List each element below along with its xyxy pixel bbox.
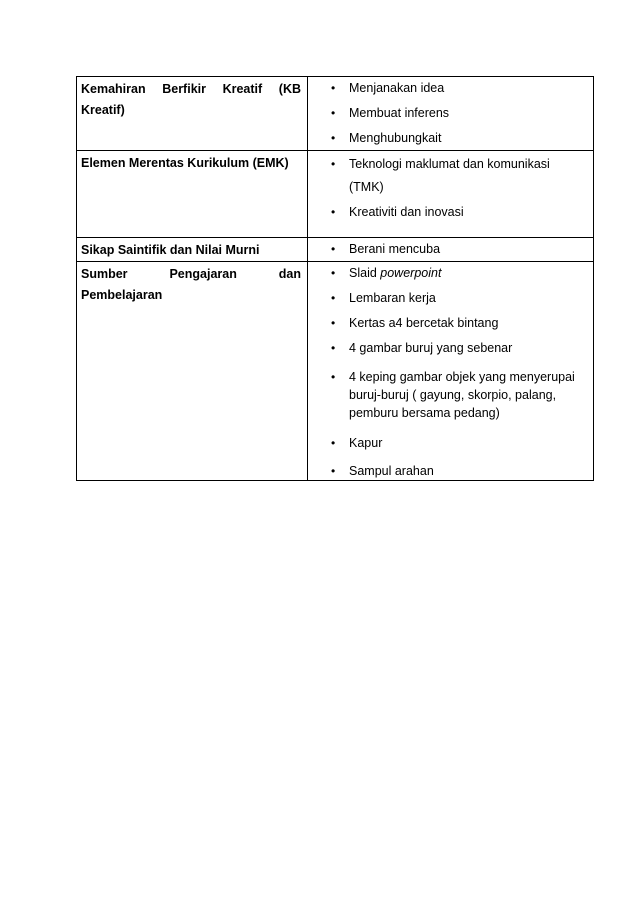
- table-row-sikap-saintifik: [77, 238, 594, 262]
- list-item-text: Slaid: [349, 266, 377, 280]
- list-item: [308, 153, 587, 199]
- bullet-icon: •: [331, 436, 336, 450]
- row-items-cell: [308, 151, 594, 238]
- bullet-list: [308, 262, 593, 480]
- list-item-text: Kreativiti dan inovasi: [349, 205, 464, 219]
- bullet-list: [308, 77, 593, 148]
- bullet-icon: •: [331, 266, 336, 280]
- row-label: [77, 151, 307, 174]
- bullet-icon: •: [331, 316, 336, 330]
- row-items-cell: [308, 238, 594, 262]
- bullet-list: [308, 238, 593, 259]
- list-item: [308, 314, 587, 333]
- list-item-text-italic: powerpoint: [380, 266, 442, 280]
- row-label-cell: [77, 262, 308, 481]
- row-label-line: Kreatif): [81, 103, 125, 117]
- bullet-icon: •: [331, 341, 336, 355]
- row-items-cell: [308, 262, 594, 481]
- table-row-sumber-pengajaran: [77, 262, 594, 481]
- list-item-text: Teknologi maklumat dan komunikasi: [349, 157, 550, 171]
- row-label-line: Sikap Saintifik dan Nilai Murni: [81, 243, 260, 257]
- bullet-icon: •: [331, 106, 336, 120]
- bullet-icon: •: [331, 242, 336, 256]
- list-item: [308, 264, 587, 283]
- row-label-cell: [77, 77, 308, 151]
- bullet-icon: •: [331, 291, 336, 305]
- bullet-icon: •: [331, 370, 336, 384]
- list-item-text: Membuat inferens: [349, 106, 450, 120]
- row-items-cell: [308, 77, 594, 151]
- row-label: [77, 238, 307, 261]
- row-label: [77, 77, 307, 121]
- row-label-line: Sumber Pengajaran dan: [81, 267, 301, 281]
- list-item: [308, 104, 587, 123]
- list-item: [308, 339, 587, 358]
- list-item-text-continued: (TMK): [349, 180, 384, 194]
- list-item-text: Kapur: [349, 436, 383, 450]
- list-item-text: Menjanakan idea: [349, 81, 445, 95]
- table-row-emk: [77, 151, 594, 238]
- list-item-text: 4 keping gambar objek yang menyerupai buruj-buruj ( gayung, skorpio, palang, pemburu bersama pedang): [349, 370, 575, 420]
- bullet-icon: •: [331, 205, 336, 219]
- list-item-text: Lembaran kerja: [349, 291, 436, 305]
- bullet-list: [308, 151, 593, 222]
- table-row-kb-kreatif: [77, 77, 594, 151]
- list-item-text: Menghubungkait: [349, 131, 442, 145]
- list-item: [308, 289, 587, 308]
- list-item: [308, 434, 587, 453]
- row-label-cell: [77, 238, 308, 262]
- list-item-text: 4 gambar buruj yang sebenar: [349, 341, 513, 355]
- list-item: [308, 129, 587, 148]
- lesson-plan-table: [76, 76, 594, 481]
- bullet-icon: •: [331, 464, 336, 478]
- row-label-line: Elemen Merentas Kurikulum (EMK): [81, 156, 289, 170]
- row-label-line: Pembelajaran: [81, 288, 163, 302]
- bullet-icon: •: [331, 157, 336, 171]
- bullet-icon: •: [331, 131, 336, 145]
- list-item: [308, 79, 587, 98]
- list-item: [308, 368, 587, 422]
- list-item-text: Kertas a4 bercetak bintang: [349, 316, 499, 330]
- bullet-icon: •: [331, 81, 336, 95]
- row-label: [77, 262, 307, 306]
- row-label-cell: [77, 151, 308, 238]
- row-label-line: Kemahiran Berfikir Kreatif (KB: [81, 82, 301, 96]
- list-item-text: Sampul arahan: [349, 464, 434, 478]
- list-item: [308, 463, 587, 480]
- list-item: [308, 240, 587, 259]
- list-item-text: Berani mencuba: [349, 242, 441, 256]
- list-item: [308, 203, 587, 222]
